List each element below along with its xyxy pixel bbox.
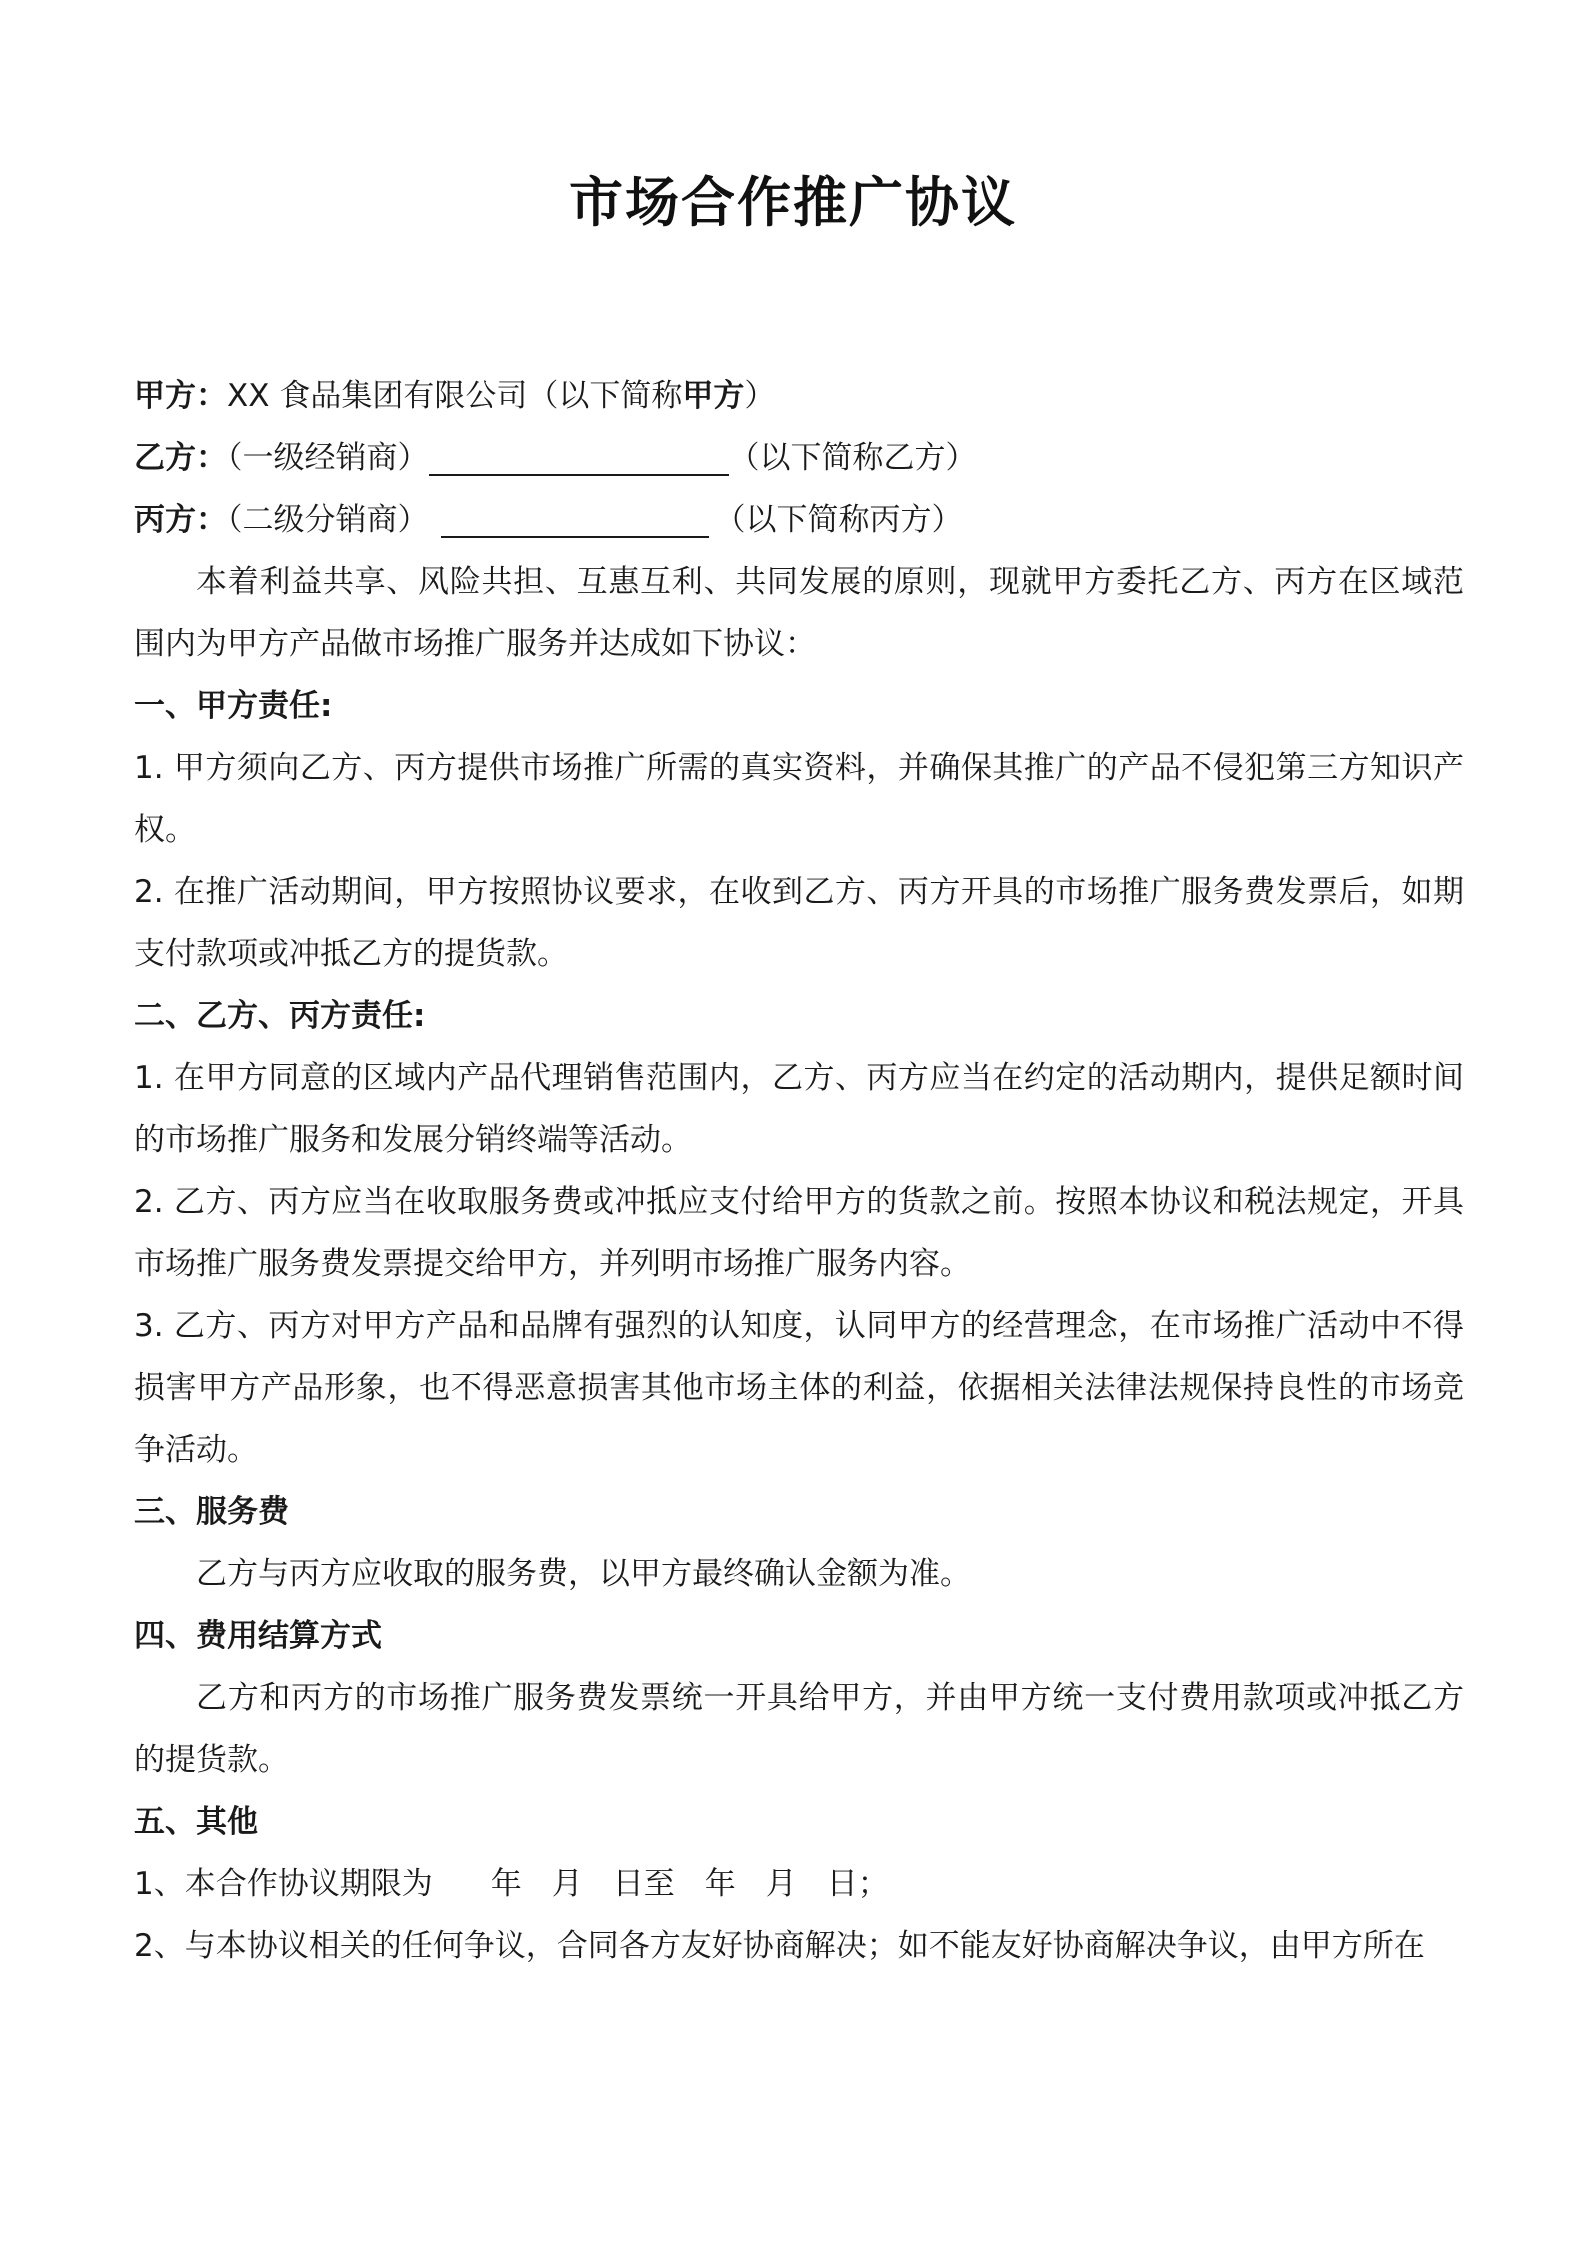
document-body xyxy=(134,365,1464,1977)
party-b-value: （一级经销商） xyxy=(227,440,429,476)
section-3-text: 乙方与丙方应收取的服务费，以甲方最终确认金额为准。 xyxy=(196,1556,971,1592)
section-2-item-2: 2. 乙方、丙方应当在收取服务费或冲抵应支付给甲方的货款之前。按照本协议和税法规定，开具市场推广服务费发票提交给甲方，并列明市场推广服务内容。 xyxy=(134,1184,1464,1282)
party-a-value: XX 食品集团有限公司（以下简称 xyxy=(227,378,683,414)
term-month-end: 月 xyxy=(765,1866,797,1902)
section-1-item-2: 2. 在推广活动期间，甲方按照协议要求，在收到乙方、丙方开具的市场推广服务费发票后，如期支付款项或冲抵乙方的提货款。 xyxy=(134,874,1464,972)
party-c-blank[interactable] xyxy=(441,496,709,538)
party-b-suffix: （以下简称乙方） xyxy=(728,440,977,476)
party-a-close: ） xyxy=(744,378,776,414)
intro-paragraph: 本着利益共享、风险共担、互惠互利、共同发展的原则，现就甲方委托乙方、丙方在区域范围内为甲方产品做市场推广服务并达成如下协议： xyxy=(134,564,1464,662)
party-c-value: （二级分销商） xyxy=(227,502,429,538)
party-c-label: 丙方： xyxy=(134,502,227,538)
term-day-end: 日； xyxy=(826,1866,889,1902)
section-1-heading: 一、甲方责任: xyxy=(134,688,333,724)
party-a-label: 甲方： xyxy=(134,378,227,414)
section-4-text: 乙方和丙方的市场推广服务费发票统一开具给甲方，并由甲方统一支付费用款项或冲抵乙方的提货款。 xyxy=(134,1680,1464,1778)
section-2-item-3: 3. 乙方、丙方对甲方产品和品牌有强烈的认知度，认同甲方的经营理念，在市场推广活动中不得损害甲方产品形象，也不得恶意损害其他市场主体的利益，依据相关法律法规保持良性的市场竞争活动。 xyxy=(134,1308,1464,1468)
party-b-blank[interactable] xyxy=(429,434,729,476)
term-prefix: 1、本合作协议期限为 xyxy=(134,1866,433,1902)
section-5-item-1 xyxy=(134,1853,1464,1915)
party-a-abbr: 甲方 xyxy=(682,378,745,414)
party-b-label: 乙方： xyxy=(134,440,227,476)
section-5-heading: 五、其他 xyxy=(134,1804,258,1840)
term-month-start: 月 xyxy=(551,1866,583,1902)
party-a-line xyxy=(134,365,1464,427)
section-1-item-1: 1. 甲方须向乙方、丙方提供市场推广所需的真实资料，并确保其推广的产品不侵犯第三方知识产权。 xyxy=(134,750,1464,848)
party-c-line xyxy=(134,489,1464,551)
section-2-heading: 二、乙方、丙方责任: xyxy=(134,998,426,1034)
party-c-suffix: （以下简称丙方） xyxy=(714,502,963,538)
party-b-line xyxy=(134,427,1464,489)
section-2-item-1: 1. 在甲方同意的区域内产品代理销售范围内，乙方、丙方应当在约定的活动期内，提供足额时间的市场推广服务和发展分销终端等活动。 xyxy=(134,1060,1464,1158)
section-4-heading: 四、费用结算方式 xyxy=(134,1618,382,1654)
section-3-heading: 三、服务费 xyxy=(134,1494,289,1530)
term-year-start: 年 xyxy=(490,1866,522,1902)
term-day-start: 日至 xyxy=(612,1866,675,1902)
term-year-end: 年 xyxy=(704,1866,736,1902)
document-title: 市场合作推广协议 xyxy=(569,171,1017,234)
section-5-item-2: 2、与本协议相关的任何争议，合同各方友好协商解决；如不能友好协商解决争议，由甲方所在 xyxy=(134,1928,1425,1964)
